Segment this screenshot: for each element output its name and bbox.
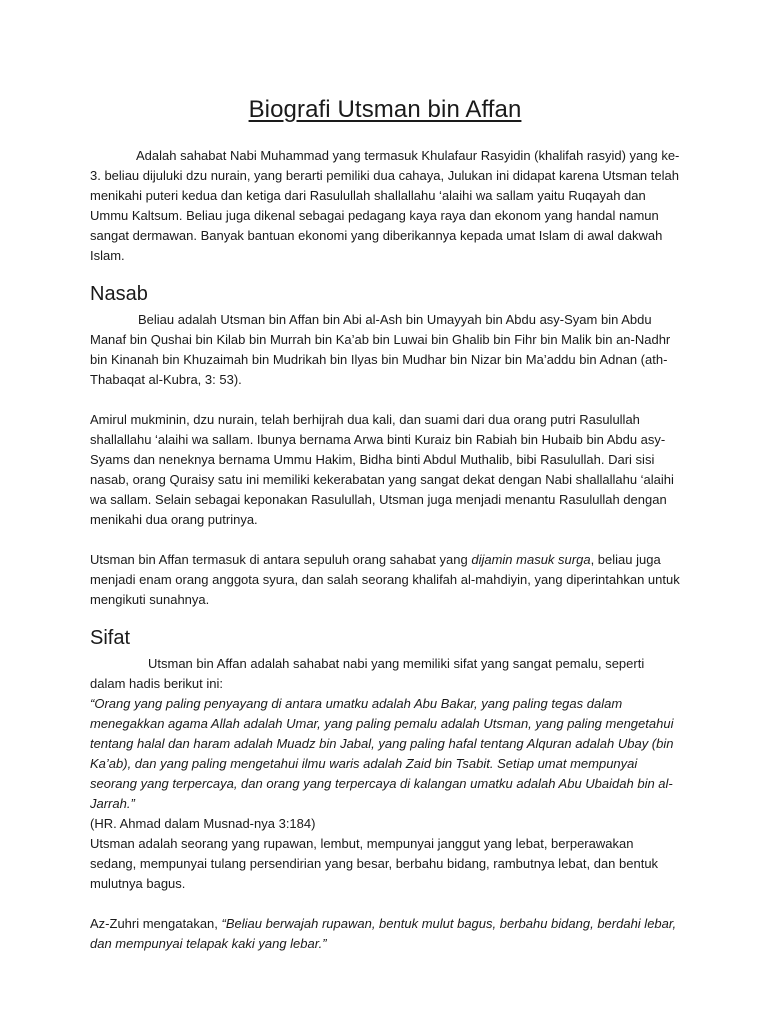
sifat-p3-text-before: Az-Zuhri mengatakan,: [90, 916, 222, 931]
nasab-p3-text-before: Utsman bin Affan termasuk di antara sepuluh orang sahabat yang: [90, 552, 472, 567]
heading-nasab: Nasab: [90, 283, 148, 305]
nasab-p3-italic: dijamin masuk surga: [471, 552, 591, 567]
nasab-paragraph-1: Beliau adalah Utsman bin Affan bin Abi al-Ash bin Umayyah bin Abdu asy-Syam bin Abdu Manaf bin Qushai bin Kilab bin Murrah bin Ka’ab bin Luwai bin Ghalib bin Fihr bin Malik bin an-Nadhr bin Kinanah bin Khuzaimah bin Mudrikah bin Ilyas bin Mudhar bin Nizar bin Ma’addu bin Adnan (ath-Thabaqat al-Kubra, 3: 53).: [90, 312, 671, 387]
sifat-paragraph-1: Utsman bin Affan adalah sahabat nabi yang memiliki sifat yang sangat pemalu, seperti dalam hadis berikut ini:: [90, 656, 645, 691]
intro-paragraph: Adalah sahabat Nabi Muhammad yang termasuk Khulafaur Rasyidin (khalifah rasyid) yang ke-3. beliau dijuluki dzu nurain, yang berarti pemiliki dua cahaya, Julukan ini didapat karena Utsman telah menikahi puteri kedua dan ketiga dari Rasulullah shallallahu ‘alaihi wa sallam yaitu Ruqayah dan Ummu Kaltsum. Beliau juga dikenal sebagai pedagang kaya raya dan ekonom yang handal namun sangat dermawan. Banyak bantuan ekonomi yang diberikannya kepada umat Islam di awal dakwah Islam.: [90, 148, 680, 263]
nasab-p3-text-after: , beliau juga menjadi enam orang anggota syura, dan salah seorang khalifah al-mahdiyin, yang diperintahkan untuk mengikuti sunahnya.: [90, 552, 680, 607]
hadith-source: (HR. Ahmad dalam Musnad-nya 3:184): [90, 816, 316, 831]
hadith-quote-text: “Orang yang paling penyayang di antara umatku adalah Abu Bakar, yang paling tegas dalam menegakkan agama Allah adalah Umar, yang paling pemalu adalah Utsman, yang paling mengetahui tentang halal dan haram adalah Muadz bin Jabal, yang paling hafal tentang Alquran adalah Ubay (bin Ka’ab), dan yang paling mengetahui ilmu waris adalah Zaid bin Tsabit. Setiap umat mempunyai seorang yang terpercaya, dan orang yang terpercaya di kalangan umatku adalah Abu Ubaidah bin al-Jarrah.”: [90, 696, 674, 811]
sifat-paragraph-2: Utsman adalah seorang yang rupawan, lembut, mempunyai janggut yang lebat, berperawakan sedang, mempunyai tulang persendirian yang besar, berbahu bidang, rambutnya lebat, dan bentuk mulutnya bagus.: [90, 836, 659, 891]
sifat-paragraph-3: [90, 914, 680, 954]
document-page: [90, 92, 680, 954]
sifat-p3-italic: “Beliau berwajah rupawan, bentuk mulut bagus, berbahu bidang, berdahi lebar, dan mempunyai telapak kaki yang lebar.”: [90, 916, 677, 951]
hadith-quote: [90, 694, 680, 814]
paragraph-gap: [90, 530, 680, 550]
nasab-paragraph-2: Amirul mukminin, dzu nurain, telah berhijrah dua kali, dan suami dari dua orang putri Rasulullah shallallahu ‘alaihi wa sallam. Ibunya bernama Arwa binti Kuraiz bin Rabiah bin Hubaib bin Abdu asy-Syams dan neneknya bernama Ummu Hakim, Bidha binti Abdul Muthalib, bibi Rasulullah. Dari sisi nasab, orang Quraisy satu ini memiliki kekerabatan yang sangat dekat dengan Nabi shallallahu ‘alaihi wa sallam. Selain sebagai keponakan Rasulullah, Utsman juga menjadi menantu Rasulullah dengan menikahi dua orang putrinya.: [90, 412, 674, 527]
page-title: Biografi Utsman bin Affan: [248, 96, 522, 123]
heading-sifat: Sifat: [90, 627, 131, 649]
nasab-paragraph-3: [90, 550, 680, 610]
paragraph-gap: [90, 894, 680, 914]
paragraph-gap: [90, 390, 680, 410]
